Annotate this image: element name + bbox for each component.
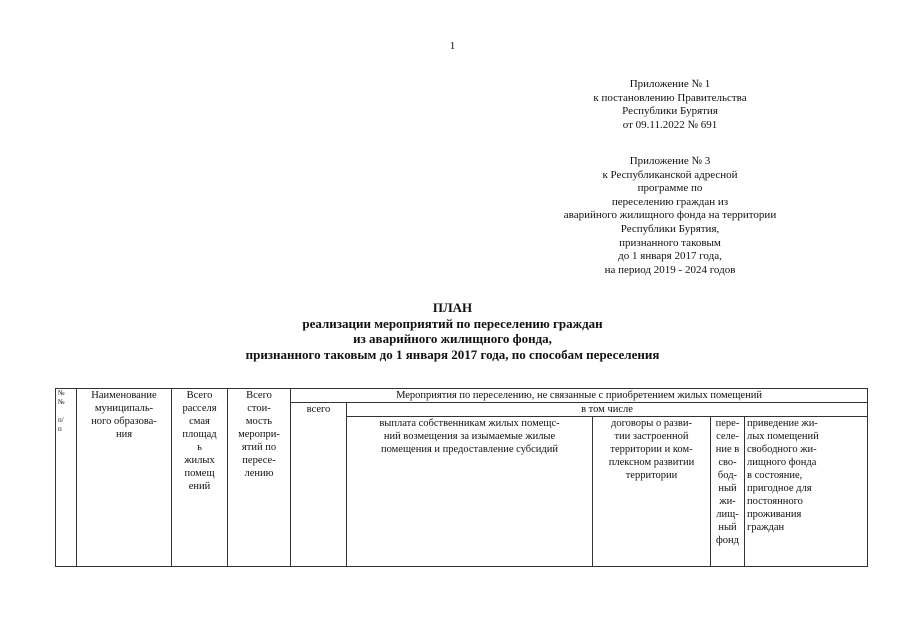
appendix-3-line: переселению граждан из bbox=[611, 195, 729, 208]
appendix-3-line: до 1 января 2017 года, bbox=[618, 250, 722, 263]
appendix-3-block bbox=[520, 155, 820, 277]
appendix-3-line: аварийного жилищного фонда на территории bbox=[563, 209, 777, 222]
document-title bbox=[0, 300, 905, 362]
appendix-3-line: Приложение № 3 bbox=[629, 155, 711, 167]
col-header-total-cost: Всего стои- мость меропри- ятий по пересе- лению bbox=[228, 389, 291, 567]
appendix-1-line: к постановлению Правительства bbox=[593, 91, 747, 104]
appendix-1-line: Приложение № 1 bbox=[629, 78, 711, 90]
page-number: 1 bbox=[449, 40, 456, 52]
appendix-3-line: на период 2019 - 2024 годов bbox=[604, 263, 736, 276]
appendix-3-line: Республики Бурятия, bbox=[620, 222, 720, 235]
appendix-1-line: от 09.11.2022 № 691 bbox=[622, 118, 718, 131]
col-header-all: всего bbox=[291, 403, 347, 567]
col-header-total-area: Всего расселя смая площад ь жилых помещ ений bbox=[172, 389, 228, 567]
plan-table bbox=[55, 388, 868, 567]
title-line: из аварийного жилищного фонда, bbox=[353, 331, 552, 346]
title-line: реализации мероприятий по переселению граждан bbox=[302, 315, 603, 331]
appendix-3-line: к Республиканской адресной bbox=[602, 168, 738, 181]
col-header-contracts: договоры о разви- тии застроенной территории и ком- плексном развитии территории bbox=[593, 417, 711, 567]
appendix-3-line: программе по bbox=[637, 182, 703, 195]
col-header-relocation: пере- селе- ние в сво- бод- ный жи- лищ- ный фонд bbox=[711, 417, 745, 567]
col-header-municipality: Наименование муниципаль- ного образова- ния bbox=[77, 389, 172, 567]
appendix-3-line: признанного таковым bbox=[619, 236, 721, 249]
col-header-restoration: приведение жи- лых помещений свободного жи- лищного фонда в состояние, пригодное для постоянного проживания граждан bbox=[745, 417, 868, 567]
col-header-number: № № п/ п bbox=[56, 389, 77, 567]
title-line: ПЛАН bbox=[432, 300, 473, 315]
appendix-1-line: Республики Бурятия bbox=[622, 105, 718, 118]
group-header: Мероприятия по переселению, не связанные с приобретением жилых помещений bbox=[291, 389, 868, 403]
appendix-1-block bbox=[520, 78, 820, 132]
subgroup-header: в том числе bbox=[347, 403, 868, 417]
title-line: признанного таковым до 1 января 2017 года, по способам переселения bbox=[245, 346, 660, 362]
col-header-payment: выплата собственникам жилых помещс- ний возмещения за изымаемые жилые помещения и предоставление субсидий bbox=[347, 417, 593, 567]
